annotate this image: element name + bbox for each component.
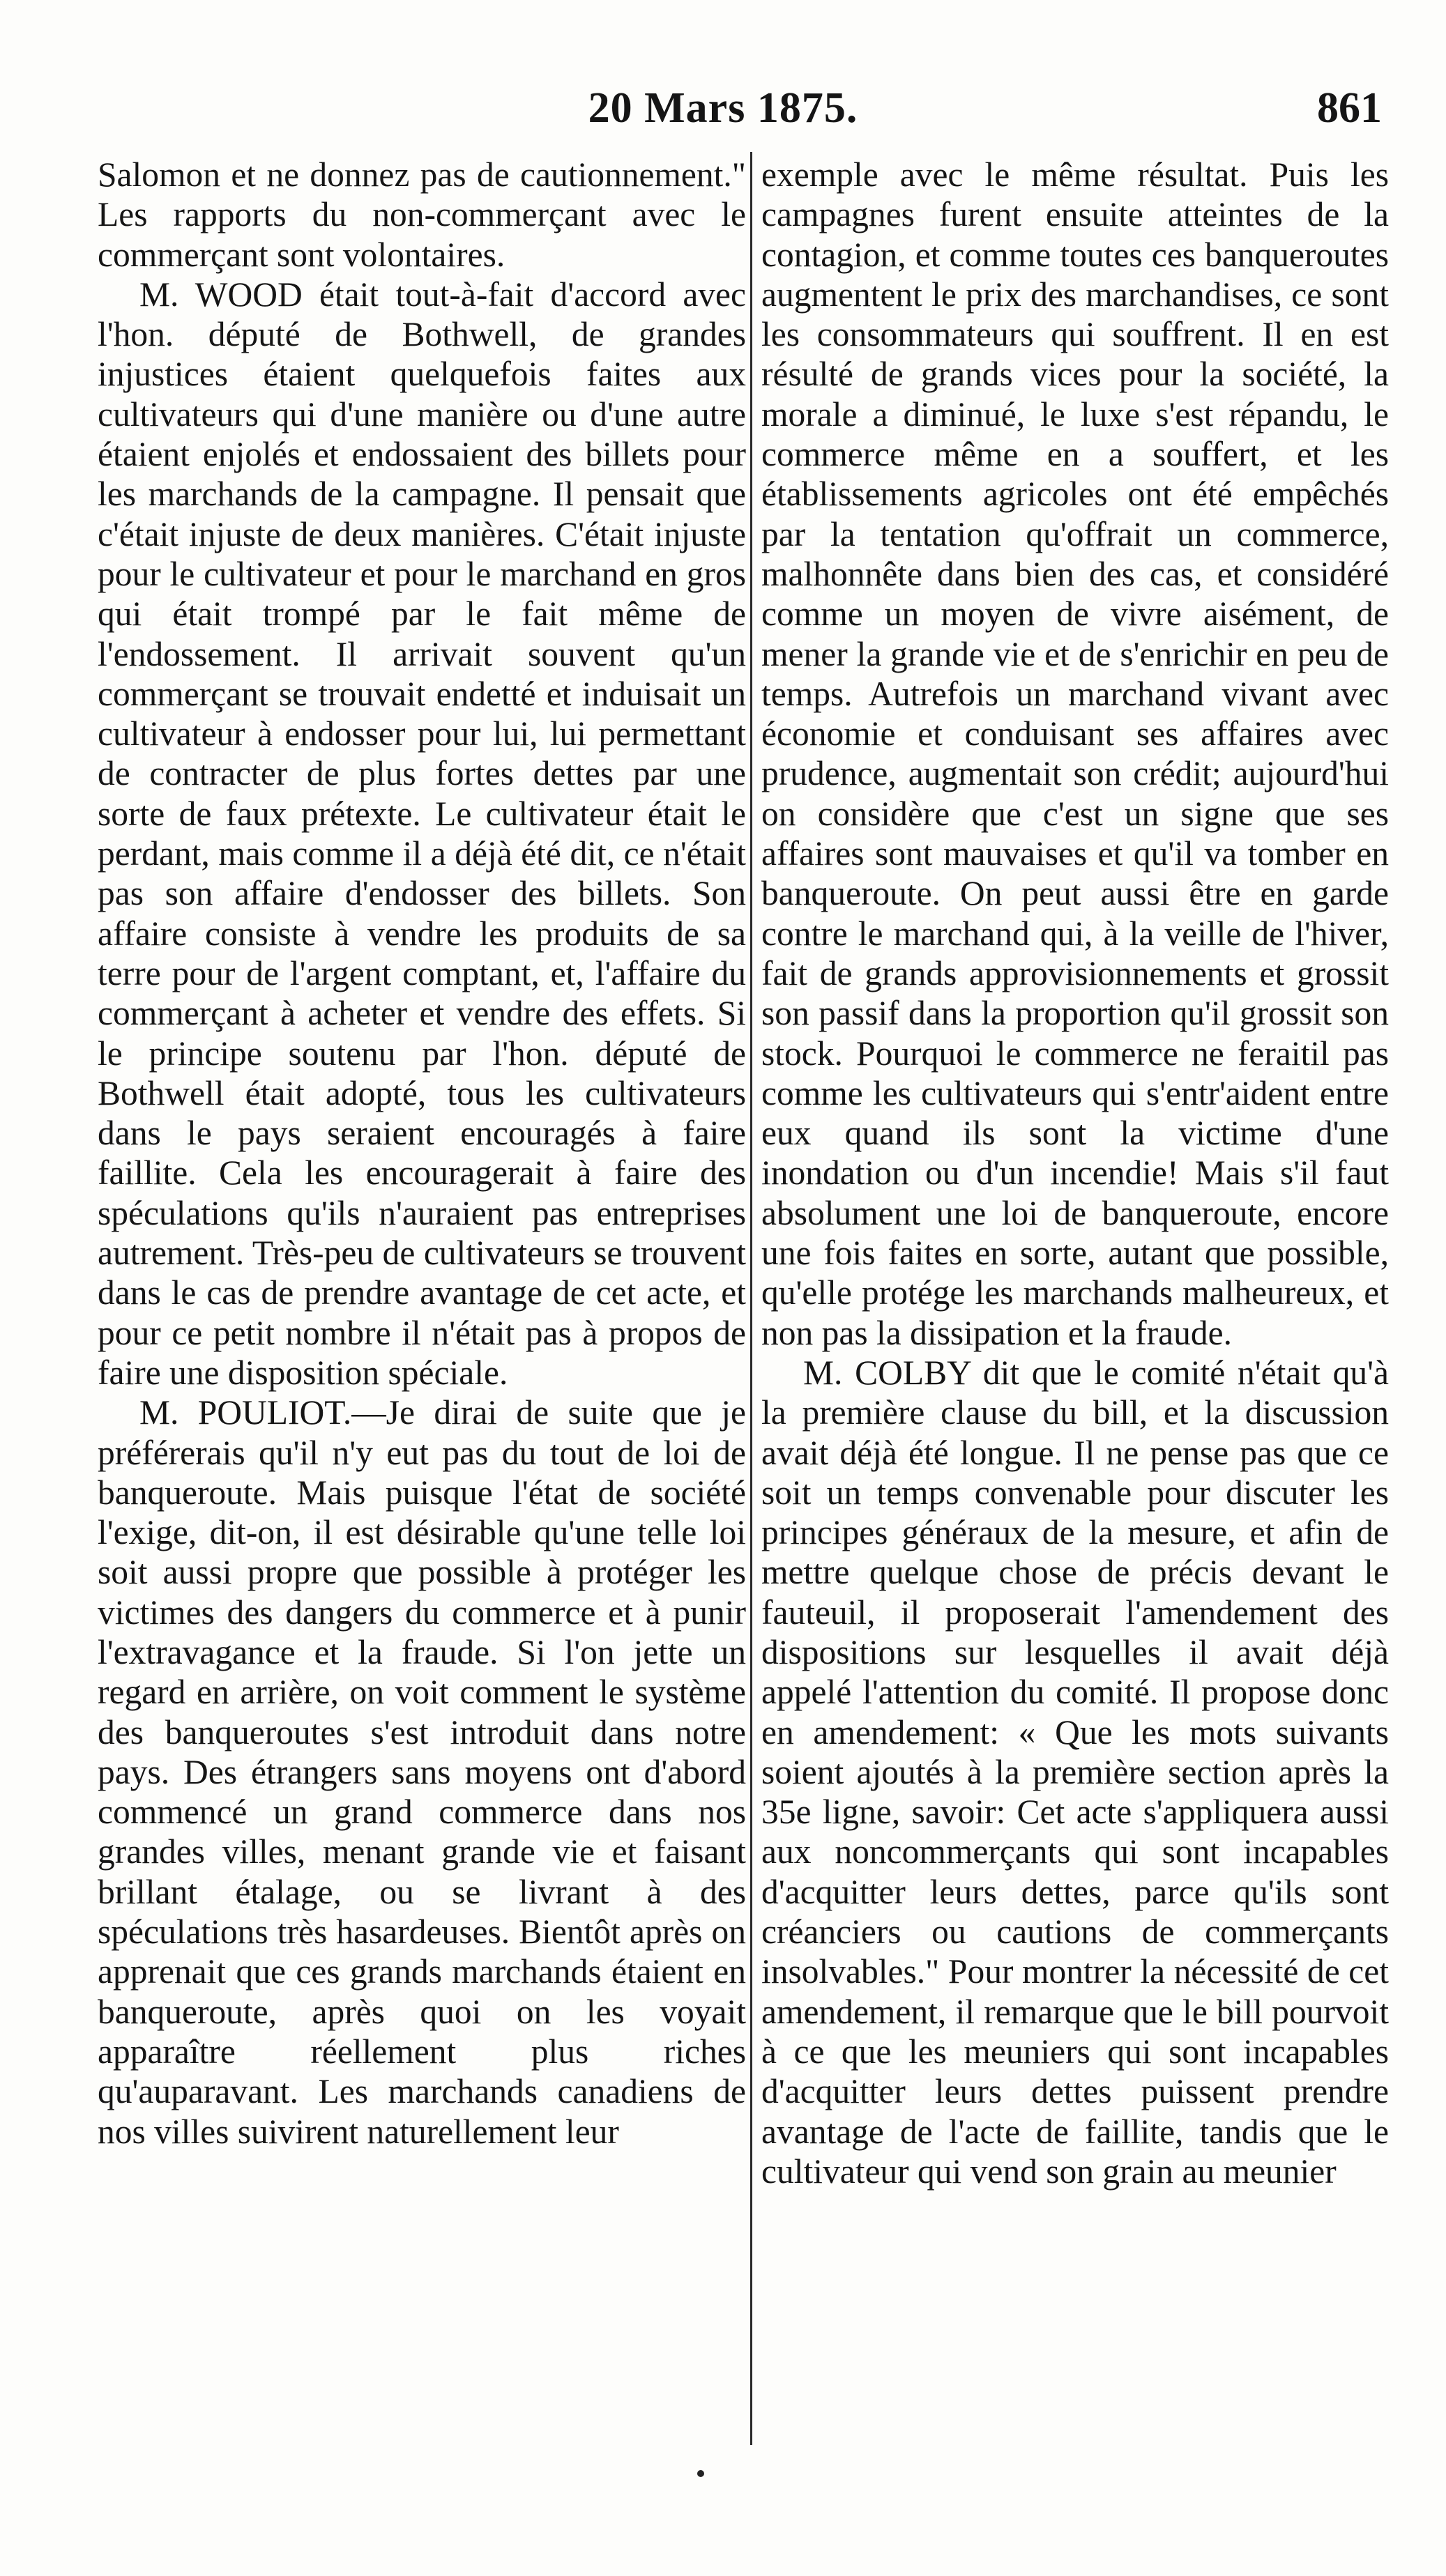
paragraph: Salomon et ne donnez pas de cautionnement." Les rapports du non-commerçant avec le commerçant sont volontaires. bbox=[98, 155, 746, 274]
left-column bbox=[98, 155, 746, 2455]
column-divider bbox=[750, 152, 752, 2445]
paragraph: M. POULIOT.—Je dirai de suite que je préférerais qu'il n'y eut pas du tout de loi de banqueroute. Mais puisque l'état de société l'exige, dit-on, il est désirable qu'une telle loi soit aussi propre que possible à protéger les victimes des dangers du commerce et à punir l'extravagance et la fraude. Si l'on jette un regard en arrière, on voit comment le système des banqueroutes s'est introduit dans notre pays. Des étrangers sans moyens ont d'abord commencé un grand commerce dans nos grandes villes, menant grande vie et faisant brillant étalage, ou se livrant à des spéculations très hasardeuses. Bientôt après on apprenait que ces grands marchands étaient en banqueroute, après quoi on les voyait apparaître réellement plus riches qu'auparavant. Les marchands canadiens de nos villes suivirent naturellement leur bbox=[98, 1393, 746, 2151]
ink-speck bbox=[697, 2470, 704, 2477]
paragraph: exemple avec le même résultat. Puis les campagnes furent ensuite atteintes de la contagion, et comme toutes ces banqueroutes augmentent le prix des marchandises, ce sont les consommateurs qui souffrent. Il en est résulté de grands vices pour la société, la morale a diminué, le luxe s'est répandu, le commerce même en a souffert, et les établissements agricoles ont été empêchés par la tentation qu'offrait un commerce, malhonnête dans bien des cas, et considéré comme un moyen de vivre aisément, de mener la grande vie et de s'enrichir en peu de temps. Autrefois un marchand vivant avec économie et conduisant ses affaires avec prudence, augmentait son crédit; aujourd'hui on considère que c'est un signe que ses affaires sont mauvaises et qu'il va tomber en banqueroute. On peut aussi être en garde contre le marchand qui, à la veille de l'hiver, fait de grands approvisionnements et grossit son passif dans la proportion qu'il grossit son stock. Pourquoi le commerce ne feraitil pas comme les cultivateurs qui s'entr'aident entre eux quand ils sont la victime d'une inondation ou d'un incendie! Mais s'il faut absolument une loi de banqueroute, encore une fois faites en sorte, autant que possible, qu'elle protége les marchands malheureux, et non pas la dissipation et la fraude. bbox=[761, 155, 1389, 1352]
page-header bbox=[0, 75, 1446, 138]
paragraph: M. COLBY dit que le comité n'était qu'à la première clause du bill, et la discussion avait déjà été longue. Il ne pense pas que ce soit un temps convenable pour discuter les principes généraux de la mesure, et afin de mettre quelque chose de précis devant le fauteuil, il proposerait l'amendement des dispositions sur lesquelles il avait déjà appelé l'attention du comité. Il propose donc en amendement: « Que les mots suivants soient ajoutés à la première section après la 35e ligne, savoir: Cet acte s'appliquera aussi aux noncommerçants qui sont incapables d'acquitter leurs dettes, parce qu'ils sont créanciers ou cautions de commerçants insolvables." Pour montrer la nécessité de cet amendement, il remarque que le bill pourvoit à ce que les meuniers qui sont incapables d'acquitter leurs dettes puissent prendre avantage de l'acte de faillite, tandis que le cultivateur qui vend son grain au meunier bbox=[761, 1353, 1389, 2191]
page-number: 861 bbox=[1317, 84, 1382, 132]
header-date: 20 Mars 1875. bbox=[588, 84, 858, 132]
paragraph: M. WOOD était tout-à-fait d'accord avec l'hon. député de Bothwell, de grandes injustices étaient quelquefois faites aux cultivateurs qui d'une manière ou d'une autre étaient enjolés et endossaient des billets pour les marchands de la campagne. Il pensait que c'était injuste de deux manières. C'était injuste pour le cultivateur et pour le marchand en gros qui était trompé par le fait même de l'endossement. Il arrivait souvent qu'un commerçant se trouvait endetté et induisait un cultivateur à endosser pour lui, lui permettant de contracter de plus fortes dettes par une sorte de faux prétexte. Le cultivateur était le perdant, mais comme il a déjà été dit, ce n'était pas son affaire d'endosser des billets. Son affaire consiste à vendre les produits de sa terre pour de l'argent comptant, et, l'affaire du commerçant à acheter et vendre des effets. Si le principe soutenu par l'hon. député de Bothwell était adopté, tous les cultivateurs dans le pays seraient encouragés à faire faillite. Cela les encouragerait à faire des spéculations qu'ils n'auraient pas entreprises autrement. Très-peu de cultivateurs se trouvent dans le cas de prendre avantage de cet acte, et pour ce petit nombre il n'était pas à propos de faire une disposition spéciale. bbox=[98, 275, 746, 1392]
right-column bbox=[761, 155, 1389, 2455]
